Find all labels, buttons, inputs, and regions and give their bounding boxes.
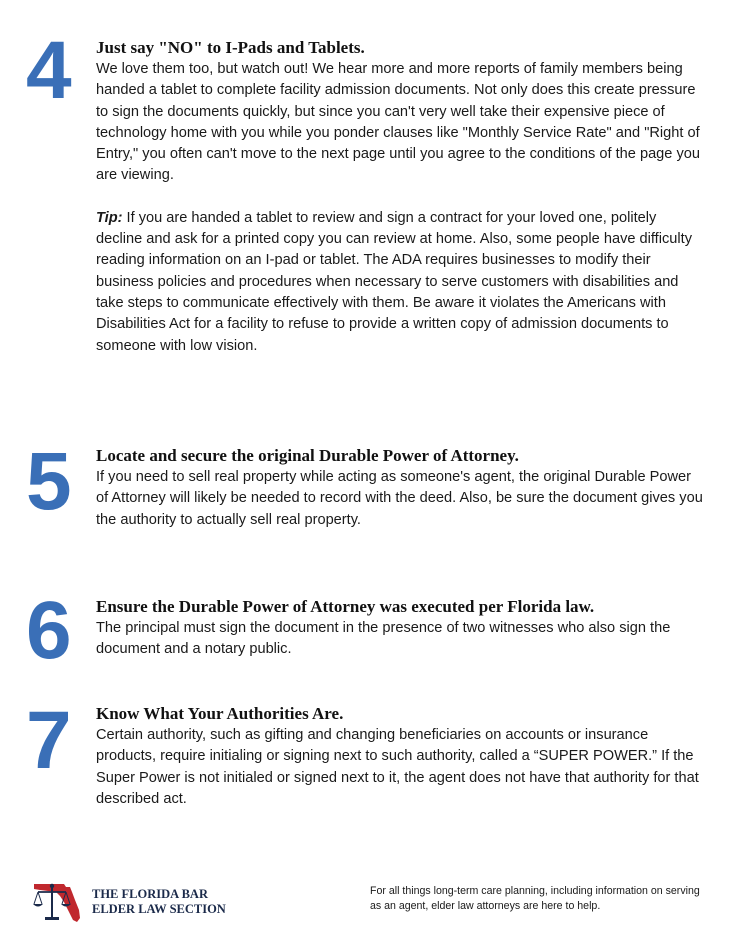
section-7	[96, 703, 706, 810]
tip-body: If you are handed a tablet to review and sign a contract for your loved one, politely decline and ask for a printed copy you can review at home. Also, some people have difficulty reading information on an I-pad or tablet. The ADA requires businesses to modify their business policies and procedures when necessary to serve customers with disabilities and take steps to communicate effectively with them. Be aware it violates the Americans with Disabilities Act for a facility to refuse to provide a written copy of admission documents to someone with low vision.	[96, 209, 692, 354]
section-5-heading: Locate and secure the original Durable Power of Attorney.	[96, 446, 519, 465]
section-5-body: If you need to sell real property while acting as someone's agent, the original Durable Power of Attorney will likely be needed to record with the deed. Also, be sure the document gives you the authority to actually sell real property.	[96, 469, 703, 528]
section-6-heading: Ensure the Durable Power of Attorney was executed per Florida law.	[96, 597, 595, 616]
footer	[0, 870, 732, 930]
section-5	[96, 445, 706, 531]
org-section: ELDER LAW SECTION	[92, 902, 226, 916]
section-6-body: The principal must sign the document in the presence of two witnesses who also sign the document and a notary public.	[96, 620, 671, 658]
section-number-7: 7	[26, 695, 72, 786]
section-number-6: 6	[26, 585, 72, 676]
section-number-5: 5	[26, 436, 72, 527]
section-4-tip	[96, 208, 706, 357]
section-number-4: 4	[26, 25, 72, 116]
section-4	[96, 37, 706, 357]
footer-note: For all things long-term care planning, including information on serving as an agent, elder law attorneys are here to help.	[370, 885, 700, 912]
florida-bar-scales-logo-icon	[30, 878, 82, 924]
org-name: THE FLORIDA BAR	[92, 887, 208, 901]
section-4-body: We love them too, but watch out! We hear more and more reports of family members being handed a tablet to complete facility admission documents. Not only does this create pressure to sign the documents quickly, but since you can't very well take their expensive piece of technology home with you while you ponder clauses like "Monthly Service Rate" and "Right of Entry," you often can't move to the next page until you agree to the conditions of the page you are viewing.	[96, 61, 701, 184]
section-7-body: Certain authority, such as gifting and changing beneficiaries on accounts or insurance products, require initialing or signing next to such authority, called a “SUPER POWER.” If the Super Power is not initialed or signed next to it, the agent does not have that authority for that described act.	[96, 727, 699, 807]
section-6	[96, 596, 706, 661]
section-4-heading: Just say "NO" to I-Pads and Tablets.	[96, 38, 365, 57]
section-7-heading: Know What Your Authorities Are.	[96, 704, 344, 723]
tip-label: Tip:	[96, 209, 123, 226]
